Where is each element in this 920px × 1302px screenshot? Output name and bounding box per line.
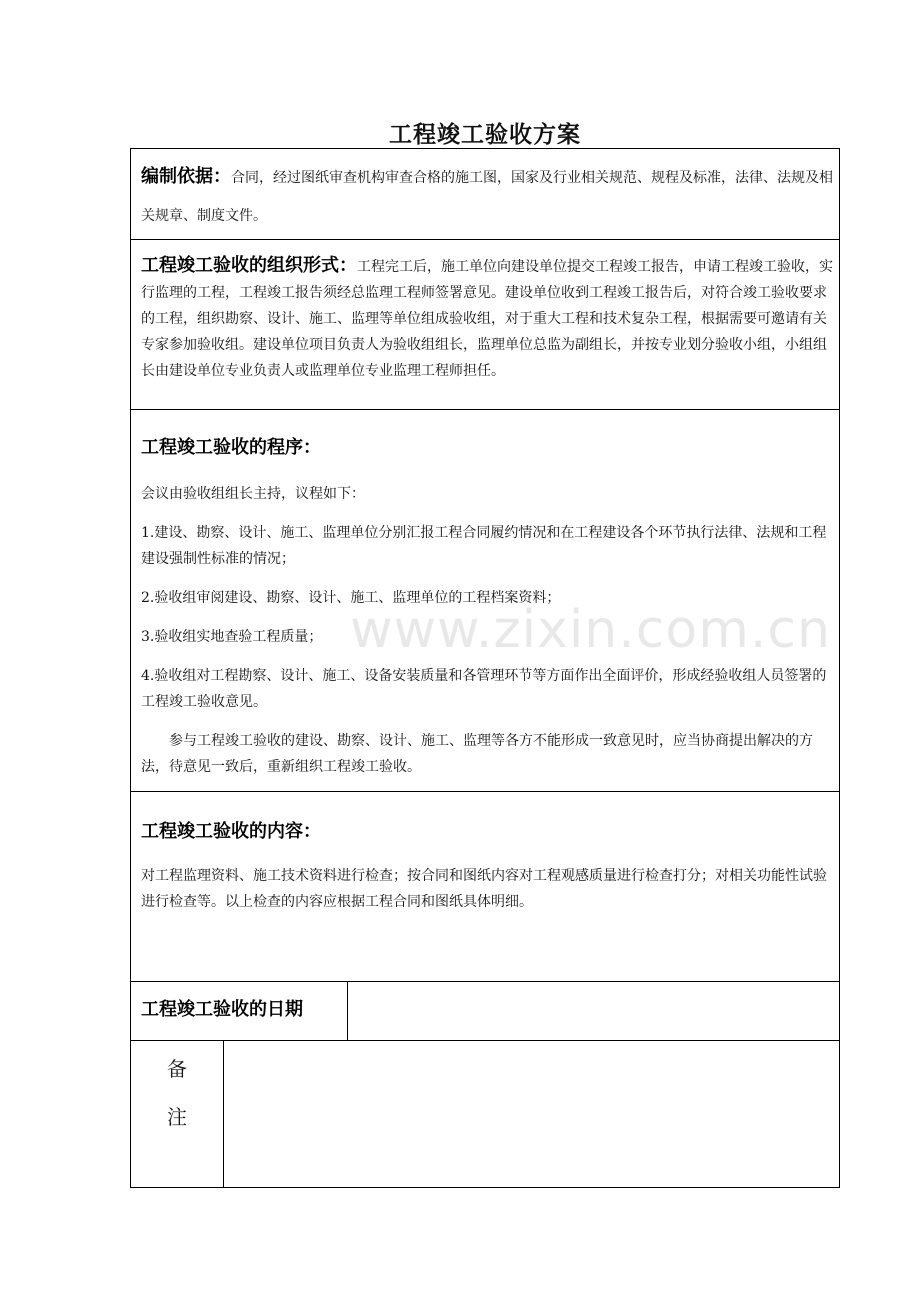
content-section xyxy=(141,817,833,928)
procedure-heading: 工程竣工验收的程序： xyxy=(141,437,321,458)
procedure-step: 4.验收组对工程勘察、设计、施工、设备安装质量和各管理环节等方面作出全面评价，形成经验收组人员签署的工程竣工验收意见。 xyxy=(141,668,827,710)
content-heading: 工程竣工验收的内容： xyxy=(141,821,321,842)
procedure-step: 2.验收组审阅建设、勘察、设计、施工、监理单位的工程档案资料； xyxy=(141,590,561,606)
organization-label: 工程竣工验收的组织形式： xyxy=(141,255,357,276)
content-text: 对工程监理资料、施工技术资料进行检查；按合同和图纸内容对工程观感质量进行检查打分；对相关功能性试验进行检查等。以上检查的内容应根据工程合同和图纸具体明细。 xyxy=(141,868,827,910)
procedure-closing: 参与工程竣工验收的建设、勘察、设计、施工、监理等各方不能形成一致意见时，应当协商提出解决的方法，待意见一致后，重新组织工程竣工验收。 xyxy=(141,733,813,775)
notes-label: 备 xyxy=(167,1057,187,1081)
basis-section xyxy=(141,159,833,235)
divider xyxy=(131,409,839,410)
basis-text: 合同，经过图纸审查机构审查合格的施工图，国家及行业相关规范、规程及标准，法律、法规及相关规章、制度文件。 xyxy=(141,170,833,224)
basis-label: 编制依据： xyxy=(141,166,231,187)
document-title: 工程竣工验收方案 xyxy=(389,122,581,148)
procedure-section xyxy=(141,433,833,793)
procedure-step: 3.验收组实地查验工程质量； xyxy=(141,629,323,645)
date-label: 工程竣工验收的日期 xyxy=(141,999,303,1020)
procedure-intro: 会议由验收组组长主持，议程如下： xyxy=(141,486,365,502)
divider xyxy=(131,981,839,982)
divider xyxy=(131,239,839,240)
divider xyxy=(223,1040,224,1187)
divider xyxy=(131,791,839,792)
procedure-step: 1.建设、勘察、设计、施工、监理单位分别汇报工程合同履约情况和在工程建设各个环节执行法律、法规和工程建设强制性标准的情况； xyxy=(141,525,827,567)
organization-text: 工程完工后，施工单位向建设单位提交工程竣工报告，申请工程竣工验收，实行监理的工程，工程竣工报告须经总监理工程师签署意见。建设单位收到工程竣工报告后，对符合竣工验收要求的工程，组织勘察、设计、施工、监理等单位组成验收组，对于重大工程和技术复杂工程，根据需要可邀请有关专家参加验收组。建设单位项目负责人为验收组组长，监理单位总监为副组长，并按专业划分验收小组，小组组长由建设单位专业负责人或监理单位专业监理工程师担任。 xyxy=(141,259,833,379)
organization-section xyxy=(141,253,833,384)
acceptance-plan-table xyxy=(130,148,840,1188)
divider xyxy=(347,981,348,1040)
watermark: www.zixin.com.cn xyxy=(350,600,831,660)
divider xyxy=(131,1040,839,1041)
notes-label: 注 xyxy=(167,1105,187,1129)
